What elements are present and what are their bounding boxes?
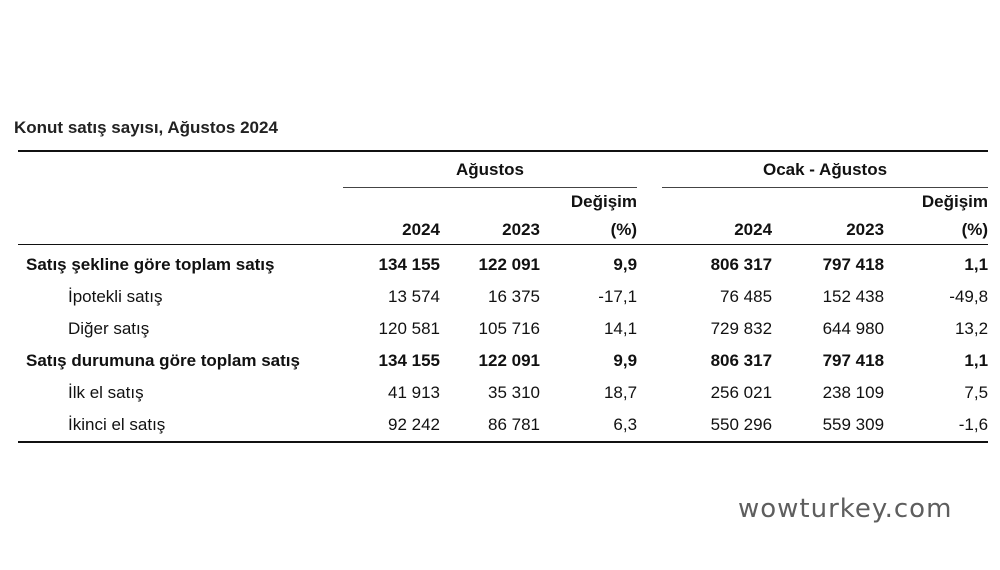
year-header-2023-august: 2023 bbox=[440, 216, 540, 245]
year-header-2024-august: 2024 bbox=[343, 216, 440, 245]
change-header-august: Değişim bbox=[570, 192, 638, 211]
value-janaug-change: -49,8 bbox=[949, 287, 989, 306]
value-aug-change: -17,1 bbox=[598, 287, 638, 306]
value-janaug-2023: 152 438 bbox=[822, 287, 885, 306]
year-header-2023-jan-aug: 2023 bbox=[772, 216, 884, 245]
value-janaug-2023: 797 418 bbox=[822, 351, 885, 370]
value-aug-change: 6,3 bbox=[613, 415, 638, 434]
table-row bbox=[18, 345, 988, 377]
table-row bbox=[18, 409, 988, 441]
spacer bbox=[637, 409, 662, 441]
value-aug-2024: 13 574 bbox=[388, 287, 440, 306]
value-janaug-2023: 559 309 bbox=[822, 415, 885, 434]
change-header-jan-aug: Değişim bbox=[921, 192, 989, 211]
table-row bbox=[18, 245, 988, 282]
value-aug-2024: 92 242 bbox=[388, 415, 440, 434]
row-label-cell: İlk el satış bbox=[68, 383, 144, 402]
group-header-august: Ağustos bbox=[343, 152, 637, 188]
group-header-jan-aug: Ocak - Ağustos bbox=[662, 152, 988, 188]
table-row bbox=[18, 281, 988, 313]
value-janaug-2023: 644 980 bbox=[822, 319, 885, 338]
row-label-cell: Satış şekline göre toplam satış bbox=[26, 255, 275, 274]
value-aug-change: 9,9 bbox=[613, 255, 638, 274]
value-aug-change: 9,9 bbox=[613, 351, 638, 370]
year-header-2024-jan-aug: 2024 bbox=[662, 216, 772, 245]
value-aug-2023: 86 781 bbox=[488, 415, 540, 434]
table-row bbox=[18, 313, 988, 345]
group-header-row bbox=[18, 152, 988, 188]
change-header-row bbox=[18, 188, 988, 217]
value-janaug-2023: 238 109 bbox=[822, 383, 885, 402]
value-aug-change: 18,7 bbox=[603, 383, 638, 402]
change-unit-jan-aug: (%) bbox=[884, 216, 988, 245]
table-title: Konut satış sayısı, Ağustos 2024 bbox=[14, 118, 278, 137]
value-aug-2024: 134 155 bbox=[378, 255, 440, 274]
row-label-cell: Diğer satış bbox=[68, 319, 150, 338]
value-aug-2023: 35 310 bbox=[488, 383, 540, 402]
spacer bbox=[637, 281, 662, 313]
value-janaug-change: -1,6 bbox=[958, 415, 989, 434]
value-aug-2023: 16 375 bbox=[488, 287, 540, 306]
value-janaug-2024: 76 485 bbox=[720, 287, 773, 306]
sales-table bbox=[18, 150, 988, 443]
value-janaug-2024: 729 832 bbox=[710, 319, 773, 338]
value-janaug-change: 1,1 bbox=[964, 255, 989, 274]
value-janaug-2024: 550 296 bbox=[710, 415, 773, 434]
table-row bbox=[18, 377, 988, 409]
row-label-cell: İkinci el satış bbox=[68, 415, 166, 434]
value-janaug-2023: 797 418 bbox=[822, 255, 885, 274]
spacer bbox=[637, 313, 662, 345]
spacer bbox=[637, 245, 662, 282]
row-label-cell: Satış durumuna göre toplam satış bbox=[26, 351, 300, 370]
change-unit-august: (%) bbox=[540, 216, 637, 245]
watermark: wowturkey.com bbox=[738, 494, 953, 524]
value-aug-change: 14,1 bbox=[603, 319, 638, 338]
value-aug-2023: 122 091 bbox=[478, 351, 540, 370]
row-label-cell: İpotekli satış bbox=[68, 287, 163, 306]
value-aug-2023: 122 091 bbox=[478, 255, 540, 274]
spacer bbox=[637, 377, 662, 409]
spacer bbox=[637, 345, 662, 377]
value-aug-2024: 134 155 bbox=[378, 351, 440, 370]
value-aug-2023: 105 716 bbox=[478, 319, 540, 338]
value-aug-2024: 41 913 bbox=[388, 383, 440, 402]
value-janaug-2024: 806 317 bbox=[710, 351, 773, 370]
value-aug-2024: 120 581 bbox=[378, 319, 440, 338]
value-janaug-change: 1,1 bbox=[964, 351, 989, 370]
value-janaug-change: 7,5 bbox=[964, 383, 989, 402]
value-janaug-2024: 256 021 bbox=[710, 383, 773, 402]
year-header-row bbox=[18, 216, 988, 245]
value-janaug-change: 13,2 bbox=[954, 319, 989, 338]
value-janaug-2024: 806 317 bbox=[710, 255, 773, 274]
